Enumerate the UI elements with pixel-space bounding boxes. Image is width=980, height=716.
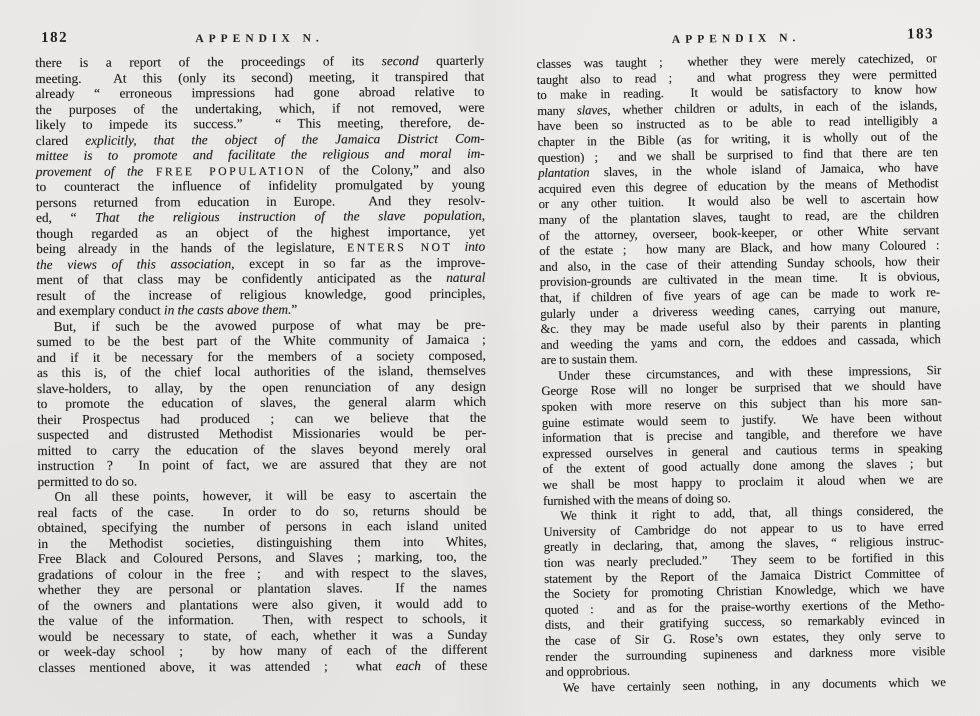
text-segment: of the estate ; how many are Black, and how many Coloured :: [539, 238, 940, 259]
text-segment: gularly under a driveress weeding canes, carrying out manure,: [540, 300, 941, 321]
text-segment: quoted : and as for the praise-worthy exertions of the Metho-: [544, 596, 945, 617]
text-segment: instruction ? In point of fact, we are assured that they are not: [37, 455, 487, 473]
italic-text: mittee is to promote and facilitate the religious and moral im-: [35, 145, 485, 163]
page-left: [35, 28, 487, 675]
text-segment: of the Colony,” and also: [306, 161, 485, 178]
text-segment: the case of Sir G. Rose’s own estates, they only serve to: [544, 627, 946, 648]
text-segment: University of Cambridge do not appear to us to have erred: [543, 518, 944, 539]
text-segment: mitted to carry the education of the slaves beyond merely oral: [37, 440, 487, 458]
italic-text: That the religious instruction of the slave population,: [94, 207, 486, 225]
text-segment: as this is, of the chief local authorities of the island, themselves: [36, 362, 486, 380]
italic-text: plantation: [537, 165, 590, 181]
italic-text: explicitly, that the object of the Jamaica District Com-: [85, 130, 485, 148]
text-segment: that, if children of five years of age can be made to work re-: [539, 284, 941, 305]
text-segment: chapter in the Bible (as for writing, it is wholly out of the: [537, 129, 938, 149]
text-segment: would be necessary to state, of each, whether it was a Sunday: [38, 626, 488, 644]
text-segment: Under these circumstances, and with these impressions, Sir: [557, 362, 942, 383]
text-segment: though regarded as an object of the highest importance, yet: [36, 223, 486, 241]
text-segment: George Rose will no longer be surprised that we should have: [541, 378, 942, 399]
text-segment: and exemplary conduct: [36, 302, 164, 318]
text-segment: the value of the information. Then, with respect to schools, it: [38, 610, 488, 628]
text-segment: whether they are personal or plantation slaves. If the names: [37, 579, 487, 597]
text-segment: real facts of the case. In order to do so, returns should be: [37, 502, 487, 520]
text-segment: to counteract the influence of infidelity promulgated by young: [35, 176, 485, 194]
text-segment: expressed ourselves in general and cautious terms in speaking: [542, 440, 943, 461]
text-segment: ”: [291, 301, 298, 317]
text-segment: gradations of colour in the free ; and with respect to the slaves,: [37, 564, 487, 582]
text-segment: [452, 239, 464, 254]
text-segment: or week-day school ; by how many of each of the different: [38, 641, 488, 659]
text-segment: and if it be necessary for the members of a society composed,: [36, 347, 486, 365]
text-segment: of the extent of good actually done among the slaves ; but: [542, 456, 943, 477]
text-segment: obtained, specifying the number of persons in each island united: [37, 517, 487, 535]
page-text-left: [35, 53, 487, 675]
page-right: [536, 26, 946, 696]
text-segment: On all these points, however, it will be easy to ascertain the: [54, 486, 487, 504]
text-segment: &c. they may be made useful also by their parents in planting: [540, 316, 941, 337]
text-segment: many: [537, 103, 577, 118]
smallcaps-text: ENTERS NOT: [346, 240, 453, 255]
text-segment: spoken with more reserve on this subject than his more san-: [541, 394, 942, 415]
text-segment: in the Methodist societies, distinguishing them into Whites,: [37, 533, 487, 551]
text-line: [36, 285, 485, 303]
text-segment: Free Black and Coloured Persons, and Slaves ; marking, too, the: [37, 548, 487, 566]
text-segment: being already in the hands of the legislature,: [36, 239, 348, 256]
text-segment: guine estimate would seem to justify. We have been without: [541, 409, 942, 430]
text-segment: classes was taught ; whether they were merely catechized, or: [536, 51, 937, 71]
text-line: [38, 657, 487, 675]
text-segment: permitted to do so.: [37, 472, 138, 489]
text-segment: likely to impede its success.” “ This meeting, therefore, de-: [35, 114, 485, 132]
text-segment: sumed to be the best part of the White community of Jamaica ;: [36, 331, 486, 349]
text-segment: of these: [420, 657, 488, 673]
text-segment: to promote the education of slaves, the general alarm which: [36, 393, 486, 411]
text-segment: and also, in the case of their attending Sunday schools, how their: [539, 253, 940, 274]
text-segment: ed, “: [35, 209, 95, 225]
text-segment: , except in so far as the improve-: [231, 254, 486, 271]
page-number-right: 183: [906, 26, 935, 43]
text-segment: of the attorney, overseer, book-keeper, or other White servant: [538, 222, 940, 243]
italic-text: each: [395, 657, 421, 673]
italic-text: natural: [446, 269, 486, 285]
text-segment: slaves, in the whole island of Jamaica, who have: [589, 160, 939, 180]
text-segment: their Prospectus had produced ; can we believe that the: [36, 409, 487, 427]
running-header-right: APPENDIX N.: [671, 32, 801, 46]
text-segment: result of the increase of religious knowledge, good principles,: [36, 285, 486, 303]
smallcaps-text: FREE POPULATION: [155, 164, 307, 178]
italic-text: slaves: [576, 102, 608, 118]
text-segment: to make in reading. It would be satisfactory to know how: [536, 82, 937, 103]
text-line: [37, 456, 486, 474]
text-segment: the Society for promoting Christian Knowledge, which we have: [544, 581, 945, 602]
text-segment: greatly in declaring, that, among the slaves, “ religious instruc-: [543, 534, 944, 555]
text-segment: many of the plantation slaves, taught to read, are the children: [538, 206, 939, 227]
text-segment: tion was nearly precluded.” They seem to be fortified in this: [543, 550, 944, 570]
running-header-left: APPENDIX N.: [195, 32, 324, 46]
text-segment: and weeding the yams and corn, the eddoes and cassada, which: [540, 331, 941, 352]
text-segment: We have certainly seen nothing, in any documents which we: [562, 674, 946, 695]
text-segment: suspected and distrusted Methodist Missionaries would be per-: [37, 424, 487, 442]
text-segment: taught also to read ; and what progress they were permitted: [536, 66, 937, 87]
text-segment: acquired even this degree of education by the means of Methodist: [538, 175, 939, 196]
text-segment: and opprobrious.: [545, 663, 630, 680]
italic-text: into: [464, 238, 486, 254]
text-segment: already “ erroneous impressions had gone abroad relative to: [35, 83, 485, 101]
text-segment: the purposes of the undertaking, which, if not removed, were: [35, 99, 485, 117]
text-segment: or any other tuition. It would also be well to ascertain how: [538, 191, 939, 212]
page-right-header: [536, 26, 936, 52]
italic-text: in the casts above them.: [163, 301, 292, 318]
text-segment: have been so instructed as to be able to read intelligibly a: [537, 113, 938, 134]
text-segment: We think it right to add, that, all things considered, the: [560, 503, 944, 523]
italic-text: provement of the: [35, 162, 156, 179]
text-segment: of the owners and plantations were also given, it would add to: [37, 595, 488, 613]
text-segment: But, if such be the avowed purpose of what may be pre-: [53, 316, 486, 334]
text-segment: , whether children or adults, in each of the islands,: [607, 97, 938, 117]
text-segment: render the surrounding supineness and darkness more visible: [545, 643, 946, 664]
page-text-right: [536, 51, 945, 696]
text-segment: dists, and their gratifying success, so remarkably evinced in: [544, 612, 945, 633]
text-segment: clared: [35, 132, 86, 148]
text-segment: information that is precise and tangible, and therefore we have: [541, 425, 943, 446]
text-segment: classes mentioned above, it was attended ; what: [38, 657, 396, 675]
text-segment: slave-holders, to allay, by the open renunciation of any design: [36, 378, 486, 396]
text-segment: are to sustain them.: [540, 351, 638, 368]
text-segment: meeting. At this (only its second) meeting, it transpired that: [35, 68, 485, 86]
italic-text: second: [381, 52, 419, 69]
italic-text: the views of this association: [36, 255, 232, 272]
text-segment: question) ; and we shall be surprised to find that there are ten: [537, 144, 938, 165]
page-number-left: 182: [40, 29, 69, 46]
text-segment: there is a report of the proceedings of its: [35, 53, 382, 70]
text-segment: persons returned from education in Europe. And they resolv-: [35, 192, 485, 210]
text-segment: ment of that class may be confidently anticipated as the: [36, 269, 447, 287]
text-segment: we shall be most happy to proclaim it aloud when we are: [542, 472, 943, 492]
page-left-header: [35, 28, 484, 50]
text-segment: quarterly: [418, 52, 485, 68]
text-segment: furnished with the means of doing so.: [542, 490, 731, 508]
text-segment: provision-grounds are cultivated in the mean time. It is obvious,: [539, 269, 940, 290]
text-segment: statement by the Report of the Jamaica District Committee of: [544, 565, 945, 586]
